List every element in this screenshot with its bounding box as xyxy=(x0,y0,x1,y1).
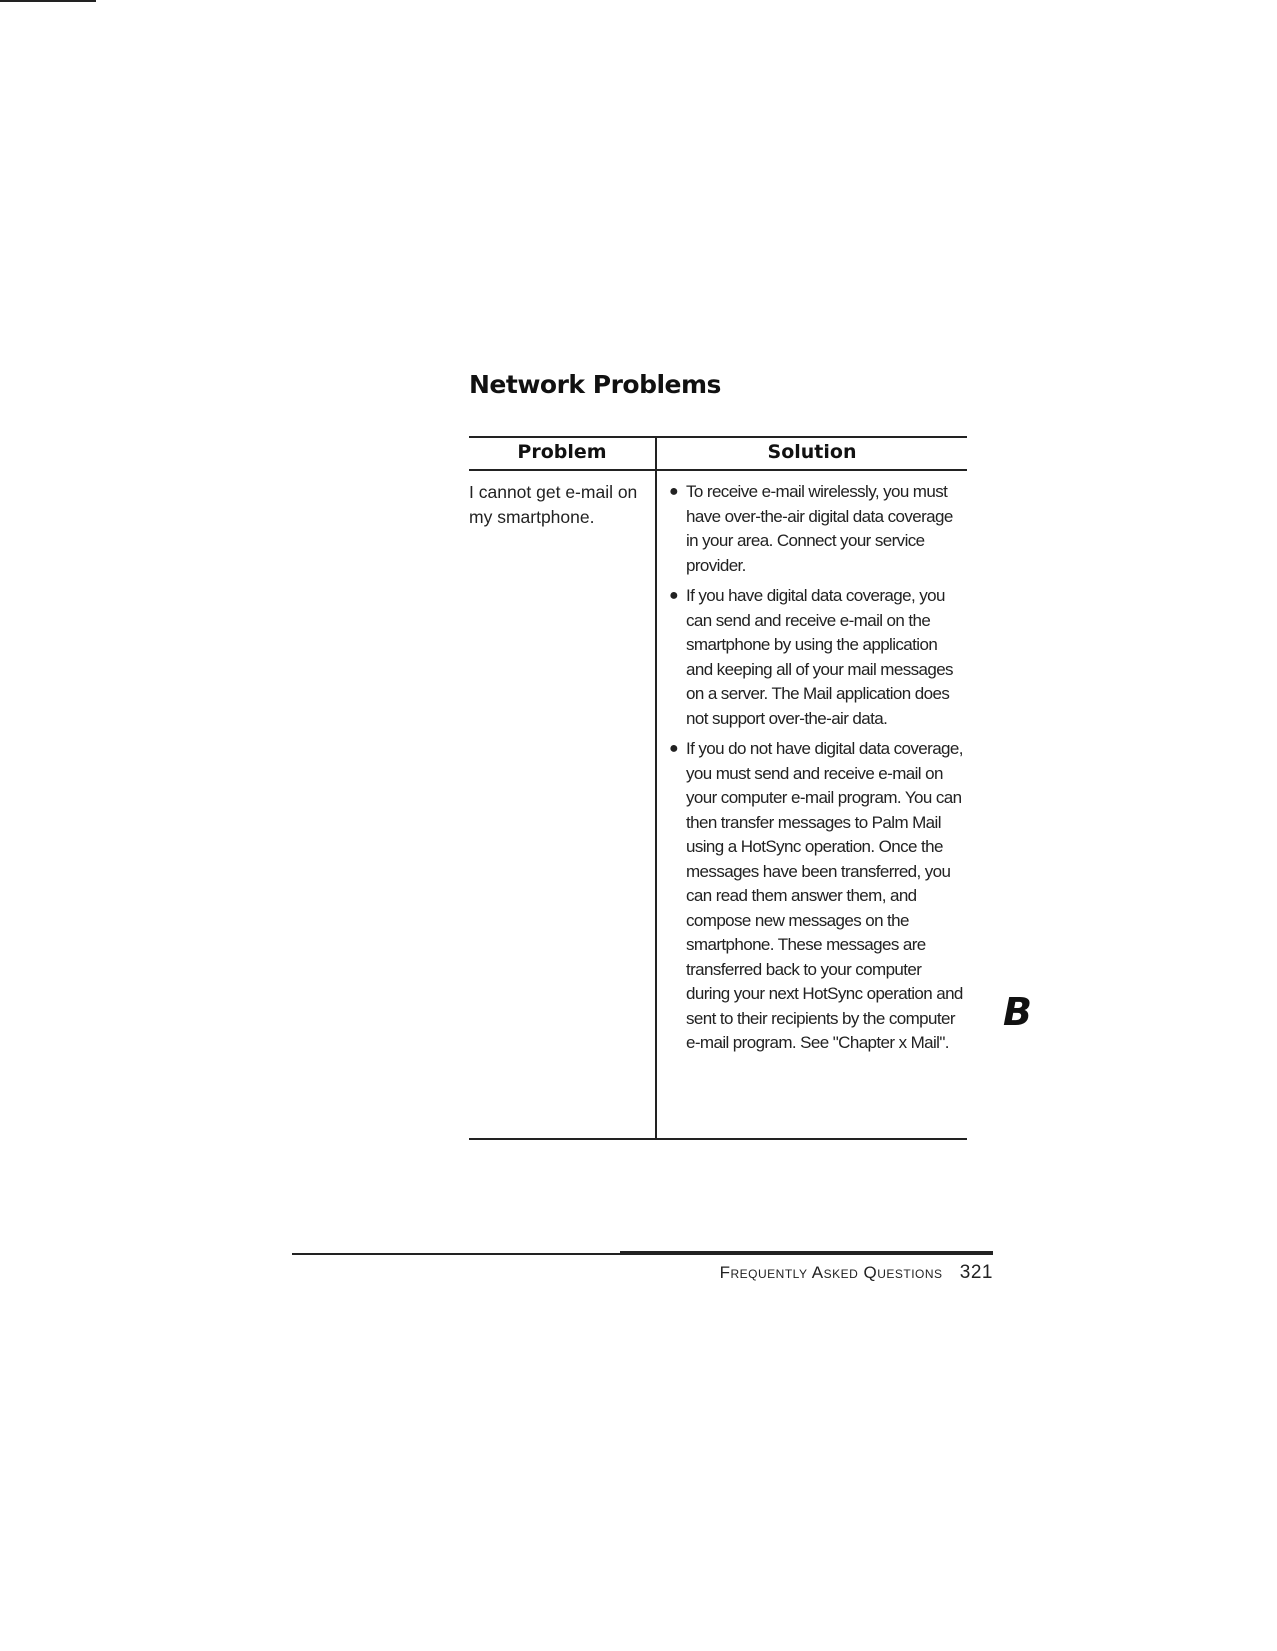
page-number: 321 xyxy=(959,1262,993,1283)
solution-item xyxy=(661,584,967,731)
problem-cell: I cannot get e-mail on my smartphone. xyxy=(469,482,638,527)
table-column-divider xyxy=(655,436,657,1140)
problem-column-header: Problem xyxy=(517,441,607,463)
solution-text: If you have digital data coverage, you can send and receive e-mail on the smartphone by using the application and keeping all of your mail messages on a server. The Mail application does not support over-the-air data. xyxy=(686,586,953,728)
chapter-tab-letter: B xyxy=(1003,990,1032,1034)
bullet-icon: ● xyxy=(669,740,679,757)
table-bottom-rule xyxy=(469,1138,967,1140)
table-top-rule xyxy=(469,436,967,438)
bullet-icon: ● xyxy=(669,483,679,500)
solution-item xyxy=(661,480,967,578)
section-title: Network Problems xyxy=(469,370,721,399)
solution-list xyxy=(661,480,967,1062)
solution-text: If you do not have digital data coverage, you must send and receive e-mail on your computer e-mail program. You can then transfer messages to Palm Mail using a HotSync operation. Once the messages have been transferred, you can read them answer them, and compose new messages on the smartphone. These messages are transferred back to your computer during your next HotSync operation and sent to their recipients by the computer e-mail program. See "Chapter x Mail". xyxy=(686,739,963,1052)
footer-rule xyxy=(292,1253,993,1255)
bullet-icon: ● xyxy=(669,587,679,604)
page-footer xyxy=(720,1262,993,1284)
footer-rule-accent xyxy=(620,1251,993,1253)
scan-artifact-line xyxy=(0,0,96,2)
solution-text: To receive e-mail wirelessly, you must have over-the-air digital data coverage in your area. Connect your service provider. xyxy=(686,482,953,575)
running-title: Frequently Asked Questions xyxy=(719,1263,943,1282)
solution-column-header: Solution xyxy=(767,441,857,463)
solution-item xyxy=(661,737,967,1056)
table-header-rule xyxy=(469,469,967,471)
